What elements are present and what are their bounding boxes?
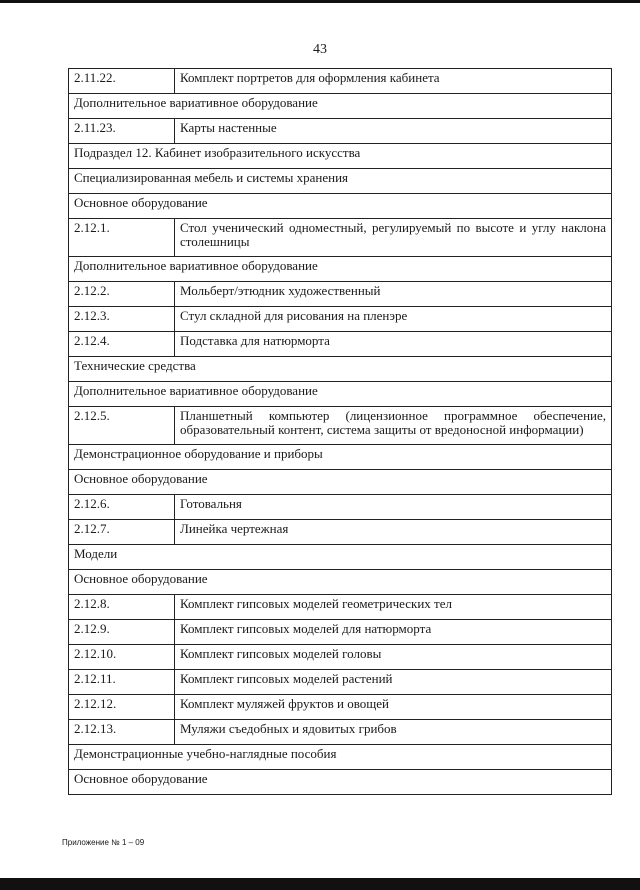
item-name: Карты настенные [175, 119, 612, 144]
section-heading: Основное оборудование [69, 770, 612, 795]
section-row [69, 745, 612, 770]
section-heading: Дополнительное вариативное оборудование [69, 257, 612, 282]
section-row [69, 545, 612, 570]
table-row [69, 595, 612, 620]
table-row [69, 332, 612, 357]
table-row [69, 219, 612, 257]
table-row [69, 520, 612, 545]
table-row [69, 620, 612, 645]
table-row [69, 307, 612, 332]
item-code: 2.12.9. [69, 620, 175, 645]
section-heading: Дополнительное вариативное оборудование [69, 382, 612, 407]
section-heading: Технические средства [69, 357, 612, 382]
item-name: Комплект гипсовых моделей геометрических тел [175, 595, 612, 620]
section-row [69, 257, 612, 282]
item-code: 2.12.3. [69, 307, 175, 332]
item-name: Готовальня [175, 495, 612, 520]
item-code: 2.12.1. [69, 219, 175, 257]
footer-note: Приложение № 1 – 09 [62, 838, 145, 847]
table-row [69, 645, 612, 670]
scan-edge-top [0, 0, 640, 3]
item-name: Линейка чертежная [175, 520, 612, 545]
section-row [69, 470, 612, 495]
item-name: Мольберт/этюдник художественный [175, 282, 612, 307]
item-name: Комплект портретов для оформления кабинета [175, 69, 612, 94]
section-row [69, 357, 612, 382]
item-name: Стол ученический одноместный, регулируемый по высоте и углу наклона столешницы [175, 219, 612, 257]
page-number: 43 [313, 42, 327, 57]
item-code: 2.12.13. [69, 720, 175, 745]
table-row [69, 670, 612, 695]
item-name: Комплект гипсовых моделей для натюрморта [175, 620, 612, 645]
item-code: 2.12.7. [69, 520, 175, 545]
section-row [69, 770, 612, 795]
table-row [69, 119, 612, 144]
section-row [69, 94, 612, 119]
item-code: 2.12.8. [69, 595, 175, 620]
section-heading: Демонстрационные учебно-наглядные пособия [69, 745, 612, 770]
item-code: 2.12.10. [69, 645, 175, 670]
table-row [69, 720, 612, 745]
section-row [69, 570, 612, 595]
section-heading: Модели [69, 545, 612, 570]
item-name: Подставка для натюрморта [175, 332, 612, 357]
item-code: 2.12.5. [69, 407, 175, 445]
item-name: Комплект гипсовых моделей растений [175, 670, 612, 695]
section-heading: Основное оборудование [69, 194, 612, 219]
item-code: 2.11.23. [69, 119, 175, 144]
section-row [69, 194, 612, 219]
section-row [69, 169, 612, 194]
item-name: Комплект муляжей фруктов и овощей [175, 695, 612, 720]
item-code: 2.12.2. [69, 282, 175, 307]
item-code: 2.12.11. [69, 670, 175, 695]
section-row [69, 144, 612, 169]
section-heading: Подраздел 12. Кабинет изобразительного искусства [69, 144, 612, 169]
table-row [69, 495, 612, 520]
table-row [69, 695, 612, 720]
section-heading: Основное оборудование [69, 570, 612, 595]
item-code: 2.12.4. [69, 332, 175, 357]
table-row [69, 69, 612, 94]
item-code: 2.12.12. [69, 695, 175, 720]
table-row [69, 282, 612, 307]
section-heading: Специализированная мебель и системы хранения [69, 169, 612, 194]
equipment-table [68, 68, 612, 795]
scan-edge-bottom [0, 878, 640, 890]
item-code: 2.12.6. [69, 495, 175, 520]
section-heading: Дополнительное вариативное оборудование [69, 94, 612, 119]
section-row [69, 445, 612, 470]
item-name: Планшетный компьютер (лицензионное программное обеспечение, образовательный контент, система защиты от вредоносной информации) [175, 407, 612, 445]
section-heading: Основное оборудование [69, 470, 612, 495]
item-name: Стул складной для рисования на пленэре [175, 307, 612, 332]
item-name: Комплект гипсовых моделей головы [175, 645, 612, 670]
item-code: 2.11.22. [69, 69, 175, 94]
item-name: Муляжи съедобных и ядовитых грибов [175, 720, 612, 745]
section-row [69, 382, 612, 407]
table-row [69, 407, 612, 445]
section-heading: Демонстрационное оборудование и приборы [69, 445, 612, 470]
